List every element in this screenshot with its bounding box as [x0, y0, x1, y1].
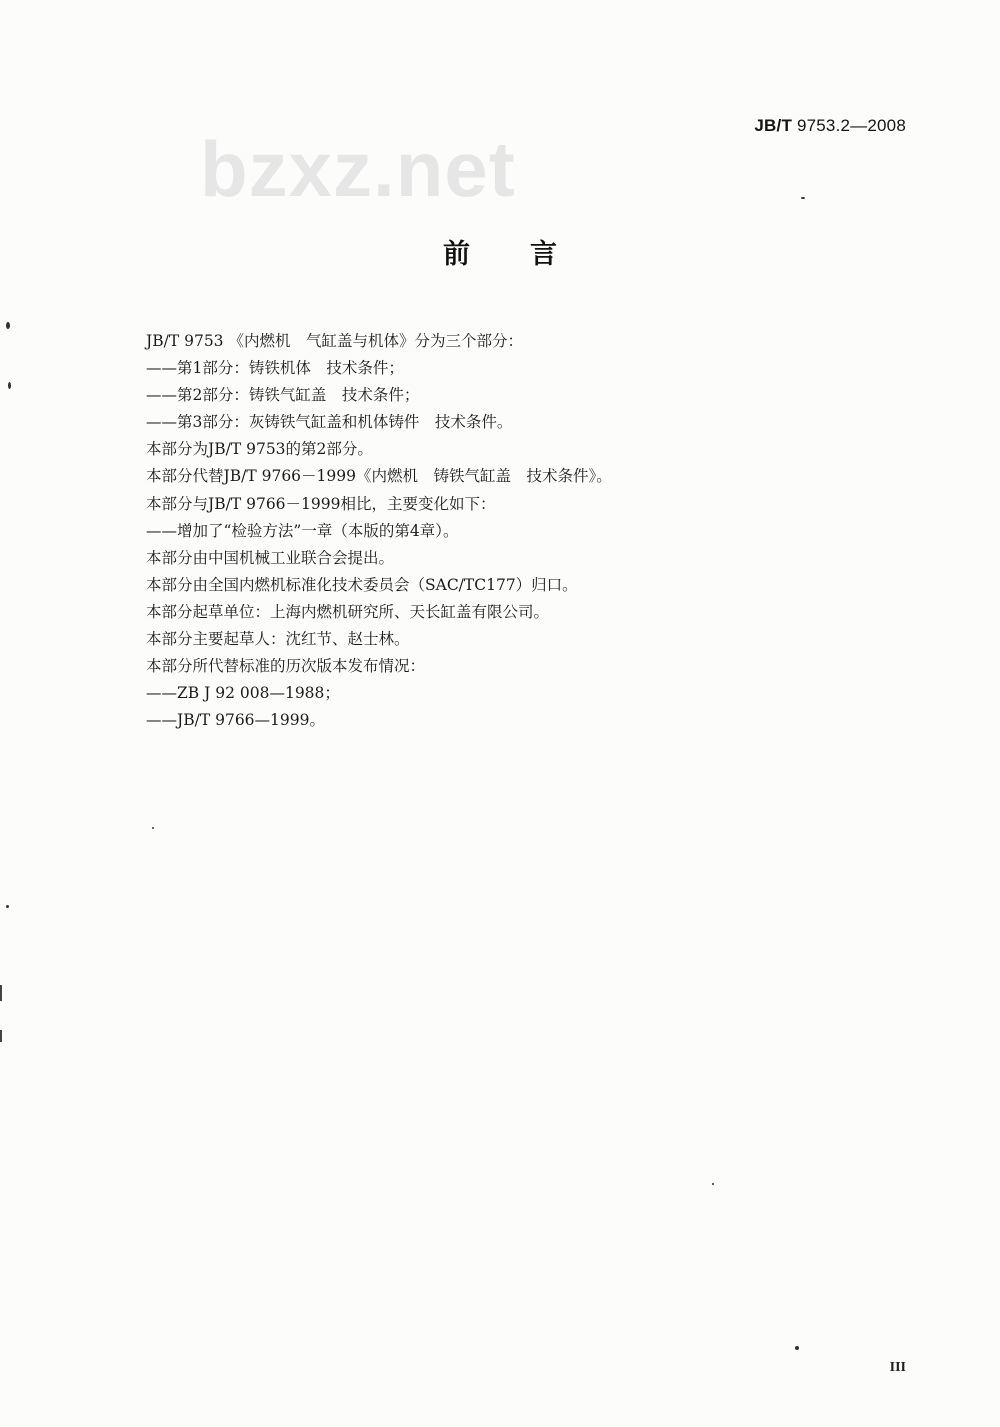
scan-speck — [6, 905, 9, 908]
body-line: ——第1部分：铸铁机体 技术条件； — [146, 359, 404, 378]
body-line: 本部分与JB/T 9766－1999相比，主要变化如下： — [146, 494, 496, 513]
scan-speck — [8, 382, 11, 389]
standard-number — [754, 116, 906, 136]
body-line: ——第3部分：灰铸铁气缸盖和机体铸件 技术条件。 — [146, 413, 513, 432]
scan-speck — [795, 1346, 799, 1350]
body-line: 本部分代替JB/T 9766－1999《内燃机 铸铁气缸盖 技术条件》。 — [146, 467, 612, 486]
body-line: 本部分主要起草人：沈红节、赵士林。 — [146, 630, 410, 649]
scan-speck — [152, 827, 154, 829]
standard-prefix: JB/T — [754, 116, 793, 135]
body-line: 本部分起草单位：上海内燃机研究所、天长缸盖有限公司。 — [146, 602, 550, 621]
scan-speck — [6, 322, 10, 329]
scan-speck — [801, 197, 805, 199]
body-line: 本部分由全国内燃机标准化技术委员会（SAC/TC177）归口。 — [146, 575, 578, 594]
body-line: 本部分由中国机械工业联合会提出。 — [146, 548, 395, 567]
body-line: 本部分所代替标准的历次版本发布情况： — [146, 657, 426, 676]
body-line: ——第2部分：铸铁气缸盖 技术条件； — [146, 386, 420, 405]
body-line: ——JB/T 9766—1999。 — [146, 711, 325, 730]
watermark: bzxz.net — [200, 125, 516, 213]
preface-body — [146, 328, 866, 734]
scan-edge-mark — [0, 985, 2, 1001]
body-line: 本部分为JB/T 9753的第2部分。 — [146, 440, 373, 459]
body-line: ——ZB J 92 008—1988； — [146, 684, 340, 703]
body-line: JB/T 9753 《内燃机 气缸盖与机体》分为三个部分： — [146, 332, 523, 350]
scan-speck — [712, 1183, 714, 1185]
body-line: ——增加了“检验方法”一章（本版的第4章）。 — [146, 521, 459, 540]
page-number: III — [889, 1360, 906, 1375]
standard-code: 9753.2—2008 — [792, 116, 906, 135]
scan-edge-mark — [0, 1030, 2, 1042]
page-title: 前言 — [443, 239, 617, 270]
